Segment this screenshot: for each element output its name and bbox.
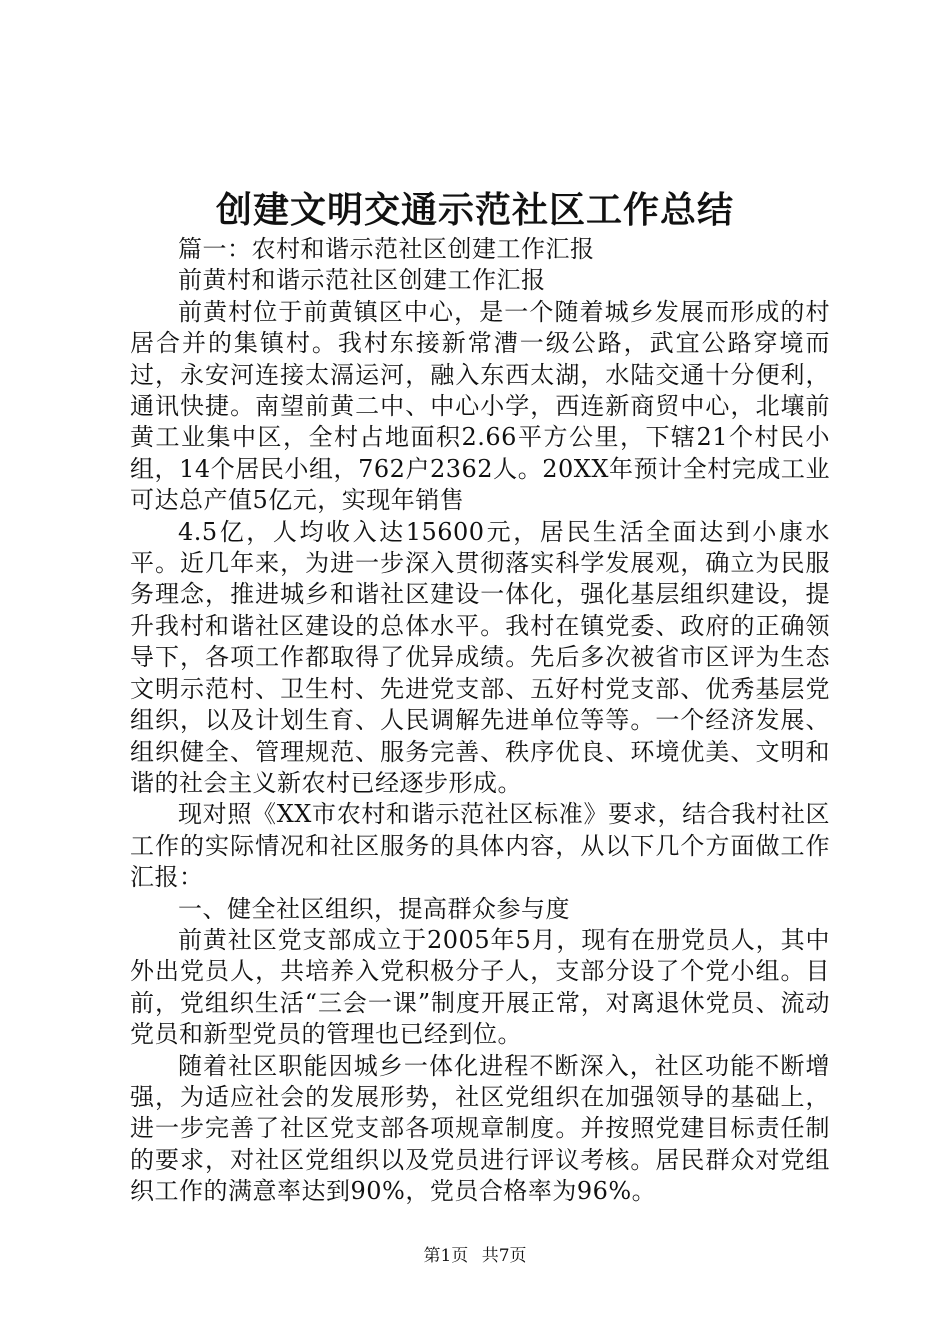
document-title: 创建文明交通示范社区工作总结 [215, 189, 734, 231]
page-footer [0, 1244, 950, 1268]
page-number-total: 共7页 [481, 1246, 527, 1266]
paragraph-subheading-organization: 一、健全社区组织，提高群众参与度 [178, 894, 570, 923]
document-body [130, 234, 830, 1208]
paragraph-section-heading: 篇一：农村和谐示范社区创建工作汇报 [178, 235, 595, 263]
paragraph-report-intro: 现对照《XX市农村和谐示范社区标准》要求，结合我村社区工作的实际情况和社区服务的具体内容，从以下几个方面做工作汇报： [130, 800, 830, 892]
paragraph-community-functions: 随着社区职能因城乡一体化进程不断深入，社区功能不断增强，为适应社会的发展形势，社区党组织在加强领导的基础上，进一步完善了社区党支部各项规章制度。并按照党建目标责任制的要求，对社区党组织以及党员进行评议考核。居民群众对党组织工作的满意率达到90%，党员合格率为96%。 [130, 1051, 830, 1206]
paragraph-party-branch: 前黄社区党支部成立于2005年5月，现有在册党员人，其中外出党员人，共培养入党积极分子人，支部分设了个党小组。目前，党组织生活“三会一课”制度开展正常，对离退休党员、流动党员和新型党员的管理也已经到位。 [130, 925, 830, 1049]
page-number-current: 第1页 [423, 1246, 469, 1266]
paragraph-achievements: 4.5亿，人均收入达15600元，居民生活全面达到小康水平。近几年来，为进一步深入贯彻落实科学发展观，确立为民服务理念，推进城乡和谐社区建设一体化，强化基层组织建设，提升我村和谐社区建设的总体水平。我村在镇党委、政府的正确领导下，各项工作都取得了优异成绩。先后多次被省市区评为生态文明示范村、卫生村、先进党支部、五好村党支部、优秀基层党组织，以及计划生育、人民调解先进单位等等。一个经济发展、组织健全、管理规范、服务完善、秩序优良、环境优美、文明和谐的社会主义新农村已经逐步形成。 [130, 517, 830, 797]
paragraph-report-title: 前黄村和谐示范社区创建工作汇报 [178, 266, 546, 295]
paragraph-village-overview: 前黄村位于前黄镇区中心，是一个随着城乡发展而形成的村居合并的集镇村。我村东接新常漕一级公路，武宜公路穿境而过，永安河连接太滆运河，融入东西太湖，水陆交通十分便利，通讯快捷。南望前黄二中、中心小学，西连新商贸中心，北壤前黄工业集中区，全村占地面积2.66平方公里，下辖21个村民小组，14个居民小组，762户2362人。20XX年预计全村完成工业可达总产值5亿元，实现年销售 [130, 297, 830, 515]
